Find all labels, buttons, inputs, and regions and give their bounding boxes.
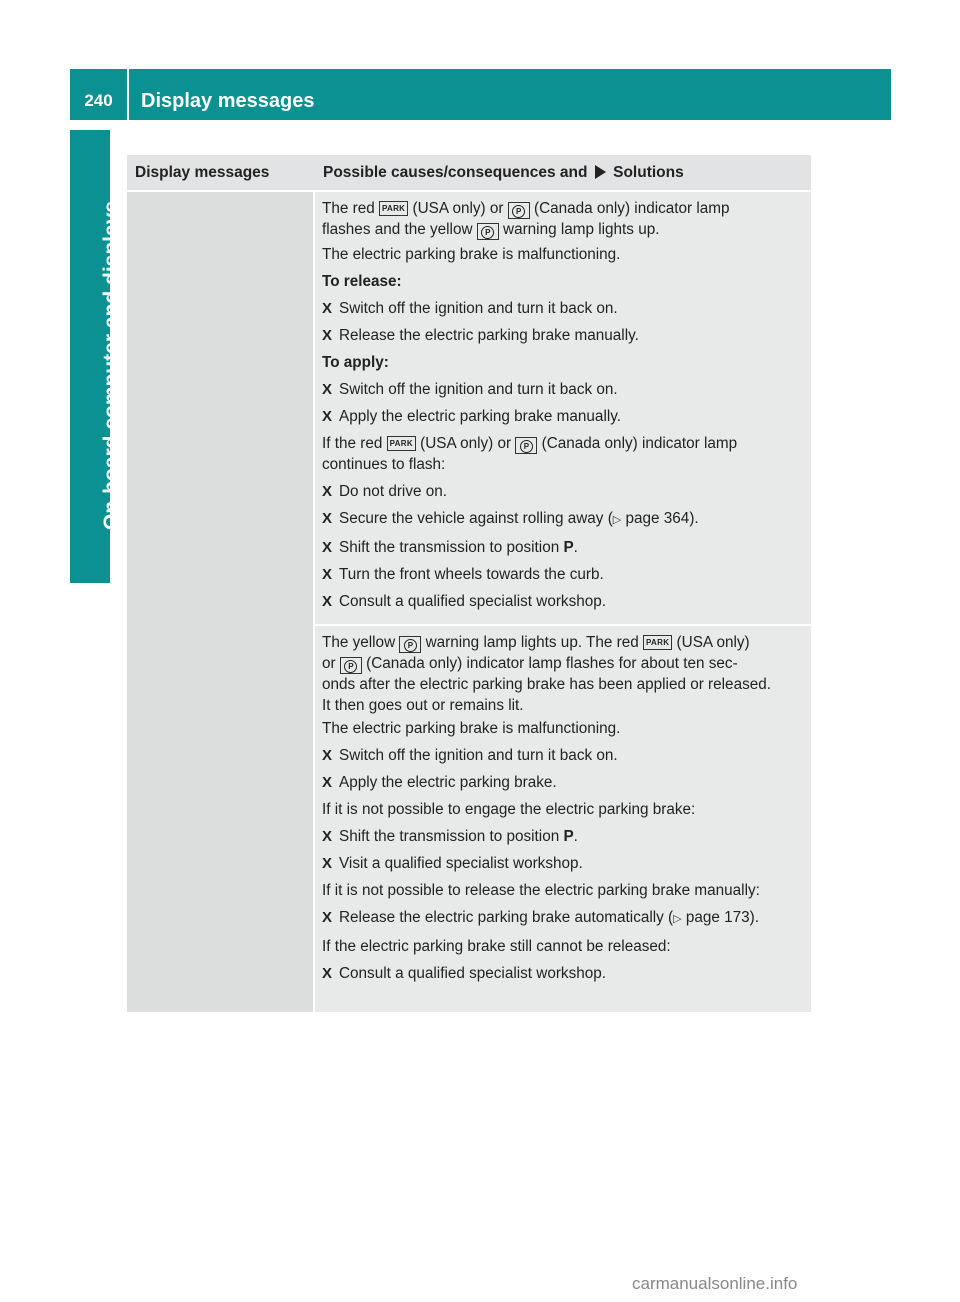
step-marker-icon: X [322, 539, 333, 556]
table-header-row [127, 155, 811, 192]
list-item: X Shift the transmission to position P. [322, 539, 578, 556]
page-reference-icon: ▷ [612, 514, 622, 526]
list-item: X Turn the front wheels towards the curb. [322, 566, 604, 583]
watermark: carmanualsonline.info [632, 1274, 798, 1293]
list-item: X Switch off the ignition and turn it back on. [322, 300, 618, 317]
subheading-release: To release: [322, 273, 402, 290]
list-item: X Release the electric parking brake automatically (▷ page 173). [322, 909, 760, 926]
list-item: X Visit a qualified specialist workshop. [322, 855, 583, 872]
col-header-prefix: Possible causes/consequences and [323, 164, 588, 181]
subheading-apply: To apply: [322, 354, 389, 371]
step-marker-icon: X [322, 747, 333, 764]
table-row [315, 626, 811, 1012]
step-marker-icon: X [322, 909, 333, 926]
step-marker-icon: X [322, 566, 333, 583]
arrow-right-icon [595, 165, 606, 179]
side-section-label: On-board computer and displays [100, 200, 123, 530]
step-marker-icon: X [322, 855, 333, 872]
paragraph: The red PARK (USA only) or P (Canada only) indicator lamp flashes and the yellow P warning lamp lights up. [322, 200, 730, 238]
step-marker-icon: X [322, 327, 333, 344]
step-marker-icon: X [322, 510, 333, 527]
step-marker-icon: X [322, 408, 333, 425]
col-header-causes-solutions [323, 155, 684, 190]
display-message-cell [127, 192, 313, 1012]
paragraph: The yellow P warning lamp lights up. The red PARK (USA only) or P (Canada only) indicator lamp flashes for about ten sec- onds after the electric parking brake has been applied or released. It then goes out or remains lit. [322, 634, 771, 714]
parking-brake-warning-icon: P [477, 223, 499, 240]
paragraph: The electric parking brake is malfunctioning. [322, 720, 621, 737]
list-item: X Switch off the ignition and turn it back on. [322, 747, 618, 764]
step-marker-icon: X [322, 381, 333, 398]
list-item: X Shift the transmission to position P. [322, 828, 578, 845]
col-header-suffix: Solutions [613, 164, 684, 181]
paragraph: If the electric parking brake still cannot be released: [322, 938, 671, 955]
page-title: Display messages [141, 90, 315, 112]
paragraph: If it is not possible to engage the electric parking brake: [322, 801, 696, 818]
list-item: X Release the electric parking brake manually. [322, 327, 639, 344]
col-header-display-messages: Display messages [135, 164, 270, 181]
page-number: 240 [84, 91, 113, 110]
header-divider [127, 69, 129, 120]
step-marker-icon: X [322, 300, 333, 317]
list-item: X Apply the electric parking brake manually. [322, 408, 621, 425]
display-messages-table [127, 155, 811, 1012]
tab-corner-square [70, 548, 110, 583]
list-item: X Consult a qualified specialist workshop. [322, 593, 606, 610]
table-row [315, 192, 811, 624]
page-reference-icon: ▷ [673, 913, 682, 925]
parking-brake-icon: P [508, 202, 530, 219]
step-marker-icon: X [322, 593, 333, 610]
list-item: X Consult a qualified specialist workshop. [322, 965, 606, 982]
paragraph: If the red PARK (USA only) or P (Canada only) indicator lamp continues to flash: [322, 435, 738, 473]
parking-brake-warning-icon: P [399, 636, 421, 653]
step-marker-icon: X [322, 965, 333, 982]
step-marker-icon: X [322, 828, 333, 845]
park-indicator-icon: PARK [387, 436, 416, 451]
list-item: X Secure the vehicle against rolling away (▷ page 364). [322, 510, 699, 527]
park-indicator-icon: PARK [379, 201, 408, 216]
list-item: X Do not drive on. [322, 483, 447, 500]
parking-brake-icon: P [515, 437, 537, 454]
park-indicator-icon: PARK [643, 635, 672, 650]
list-item: X Switch off the ignition and turn it back on. [322, 381, 618, 398]
list-item: X Apply the electric parking brake. [322, 774, 557, 791]
step-marker-icon: X [322, 483, 333, 500]
parking-brake-icon: P [340, 657, 362, 674]
step-marker-icon: X [322, 774, 333, 791]
paragraph: The electric parking brake is malfunctioning. [322, 246, 621, 263]
paragraph: If it is not possible to release the electric parking brake manually: [322, 882, 760, 899]
page-header [70, 69, 891, 120]
